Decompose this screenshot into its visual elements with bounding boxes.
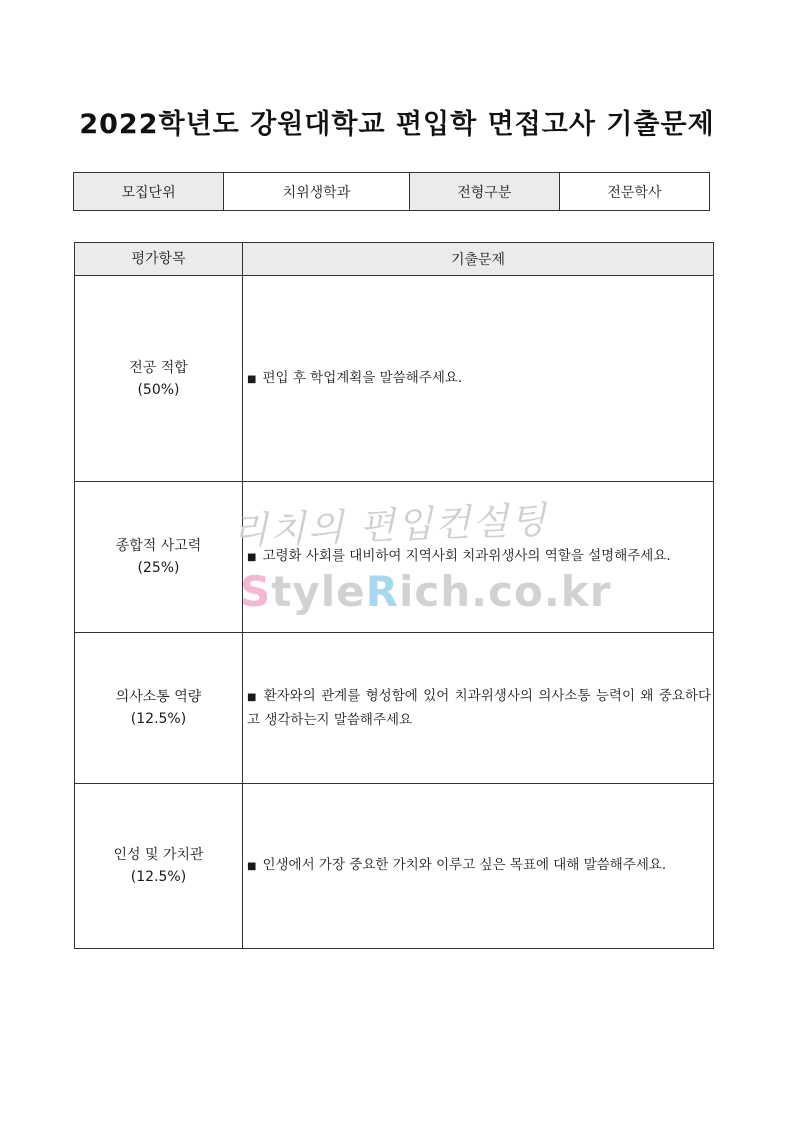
category-cell xyxy=(75,276,243,482)
table-row xyxy=(75,633,714,784)
header-question: 기출문제 xyxy=(243,243,714,276)
question-cell xyxy=(243,276,714,482)
watermark-website xyxy=(240,567,611,616)
category-name: 의사소통 역량 xyxy=(115,689,202,705)
bullet-square-icon: ■ xyxy=(247,552,257,563)
category-cell xyxy=(75,784,243,949)
category-cell xyxy=(75,633,243,784)
category-name: 전공 적합 xyxy=(129,359,188,376)
question-text: 고령화 사회를 대비하여 지역사회 치과위생사의 역할을 설명해주세요. xyxy=(262,548,671,564)
bullet-square-icon: ■ xyxy=(247,692,258,703)
bullet-square-icon: ■ xyxy=(247,373,257,385)
category-weight: (25%) xyxy=(137,560,180,576)
info-table xyxy=(73,172,710,211)
page-title: 2022학년도 강원대학교 편입학 면접고사 기출문제 xyxy=(79,109,715,140)
watermark-r: R xyxy=(365,567,399,616)
question-text: 인생에서 가장 중요한 가치와 이루고 싶은 목표에 대해 말씀해주세요. xyxy=(262,857,667,873)
admission-type-label: 전형구분 xyxy=(409,173,559,211)
table-row xyxy=(75,276,714,482)
header-category: 평가항목 xyxy=(75,243,243,276)
category-name: 인성 및 가치관 xyxy=(113,847,204,863)
admission-type-value: 전문학사 xyxy=(559,173,709,211)
recruit-unit-label: 모집단위 xyxy=(74,173,224,211)
category-weight: (12.5%) xyxy=(130,711,187,727)
category-weight: (50%) xyxy=(137,381,180,398)
category-name: 종합적 사고력 xyxy=(115,538,202,554)
watermark-domain: ich.co.kr xyxy=(398,567,612,616)
watermark-consulting: 리치의 편입컨설팅 xyxy=(231,498,549,553)
category-weight: (12.5%) xyxy=(130,869,187,885)
category-cell xyxy=(75,482,243,633)
question-text: 환자와의 관계를 형성함에 있어 치과위생사의 의사소통 능력이 왜 중요하다고 생각하는지 말씀해주세요 xyxy=(247,688,711,728)
watermark-s: S xyxy=(240,567,272,616)
question-cell xyxy=(243,784,714,949)
watermark-tyle: tyle xyxy=(271,567,366,616)
question-text: 편입 후 학업계획을 말씀해주세요. xyxy=(262,369,463,386)
question-cell xyxy=(243,633,714,784)
bullet-square-icon: ■ xyxy=(247,861,257,872)
recruit-unit-value: 치위생학과 xyxy=(224,173,410,211)
table-row xyxy=(75,784,714,949)
